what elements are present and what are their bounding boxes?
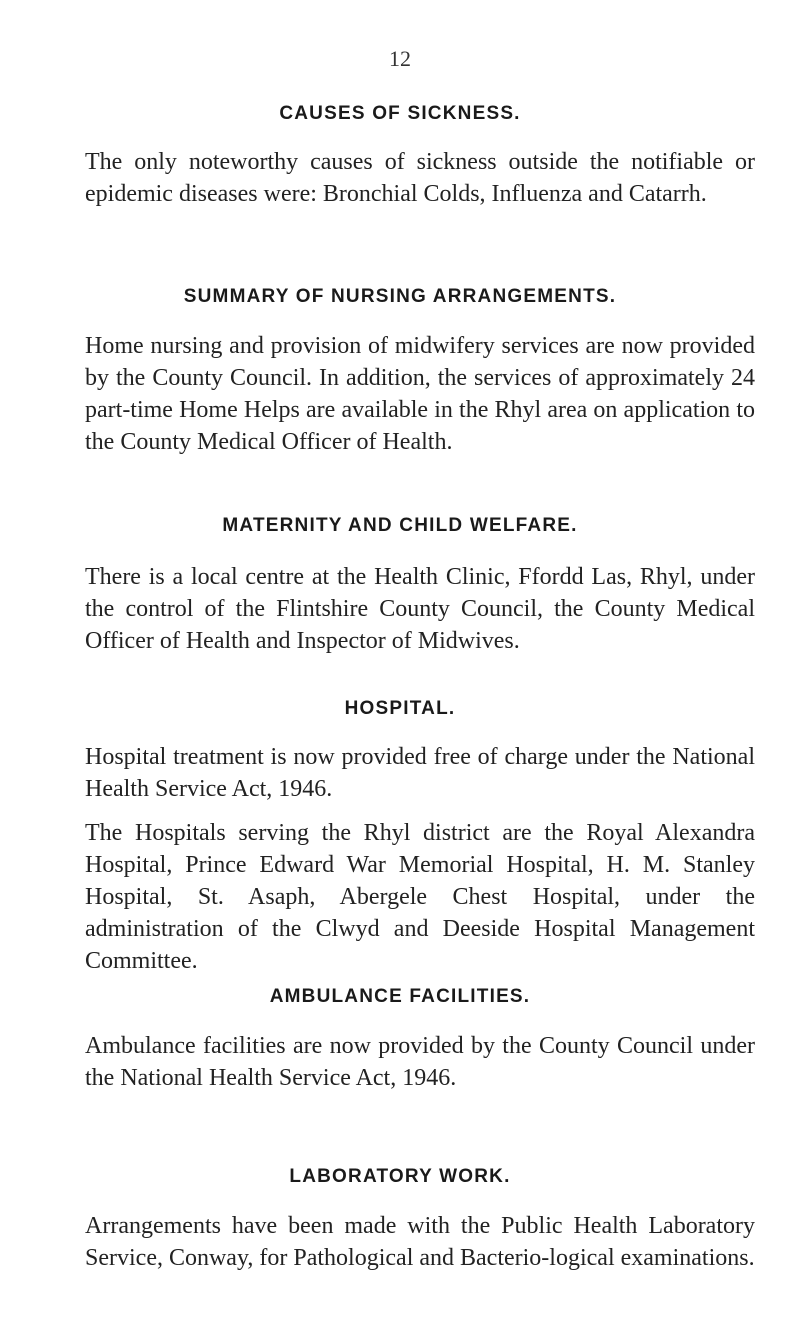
paragraph-nursing-arrangements: Home nursing and provision of midwifery services are now provided by the County Council. In addition, the services of approximately 24 part-time Home Helps are available in the Rhyl area on application to the County Medical Officer of Health. [85, 333, 755, 455]
paragraph-ambulance-facilities: Ambulance facilities are now provided by the County Council under the National Health Service Act, 1946. [85, 1033, 755, 1091]
page-number: 12 [389, 46, 411, 71]
paragraph-hospitals-serving-rhyl: The Hospitals serving the Rhyl district are the Royal Alexandra Hospital, Prince Edward War Memorial Hospital, H. M. Stanley Hospital, St. Asaph, Abergele Chest Hospital, under the administration of the Clwyd and Deeside Hospital Management Committee. [85, 820, 755, 974]
paragraph-laboratory-work: Arrangements have been made with the Public Health Laboratory Service, Conway, for Pathological and Bacterio-logical examinations. [85, 1213, 755, 1271]
paragraph-hospital-treatment: Hospital treatment is now provided free of charge under the National Health Service Act, 1946. [85, 744, 755, 802]
section-heading-laboratory-work: LABORATORY WORK. [289, 1166, 511, 1187]
section-heading-hospital: HOSPITAL. [344, 698, 456, 719]
section-heading-nursing-arrangements: SUMMARY OF NURSING ARRANGEMENTS. [183, 286, 617, 307]
paragraph-maternity-child-welfare: There is a local centre at the Health Clinic, Ffordd Las, Rhyl, under the control of the Flintshire County Council, the County Medical Officer of Health and Inspector of Midwives. [85, 564, 755, 654]
section-heading-causes-of-sickness: CAUSES OF SICKNESS. [279, 103, 521, 124]
paragraph-causes-of-sickness: The only noteworthy causes of sickness outside the notifiable or epidemic diseases were: Bronchial Colds, Influenza and Catarrh. [85, 149, 755, 207]
section-heading-maternity-child-welfare: MATERNITY AND CHILD WELFARE. [222, 515, 578, 536]
section-heading-ambulance-facilities: AMBULANCE FACILITIES. [269, 986, 531, 1007]
